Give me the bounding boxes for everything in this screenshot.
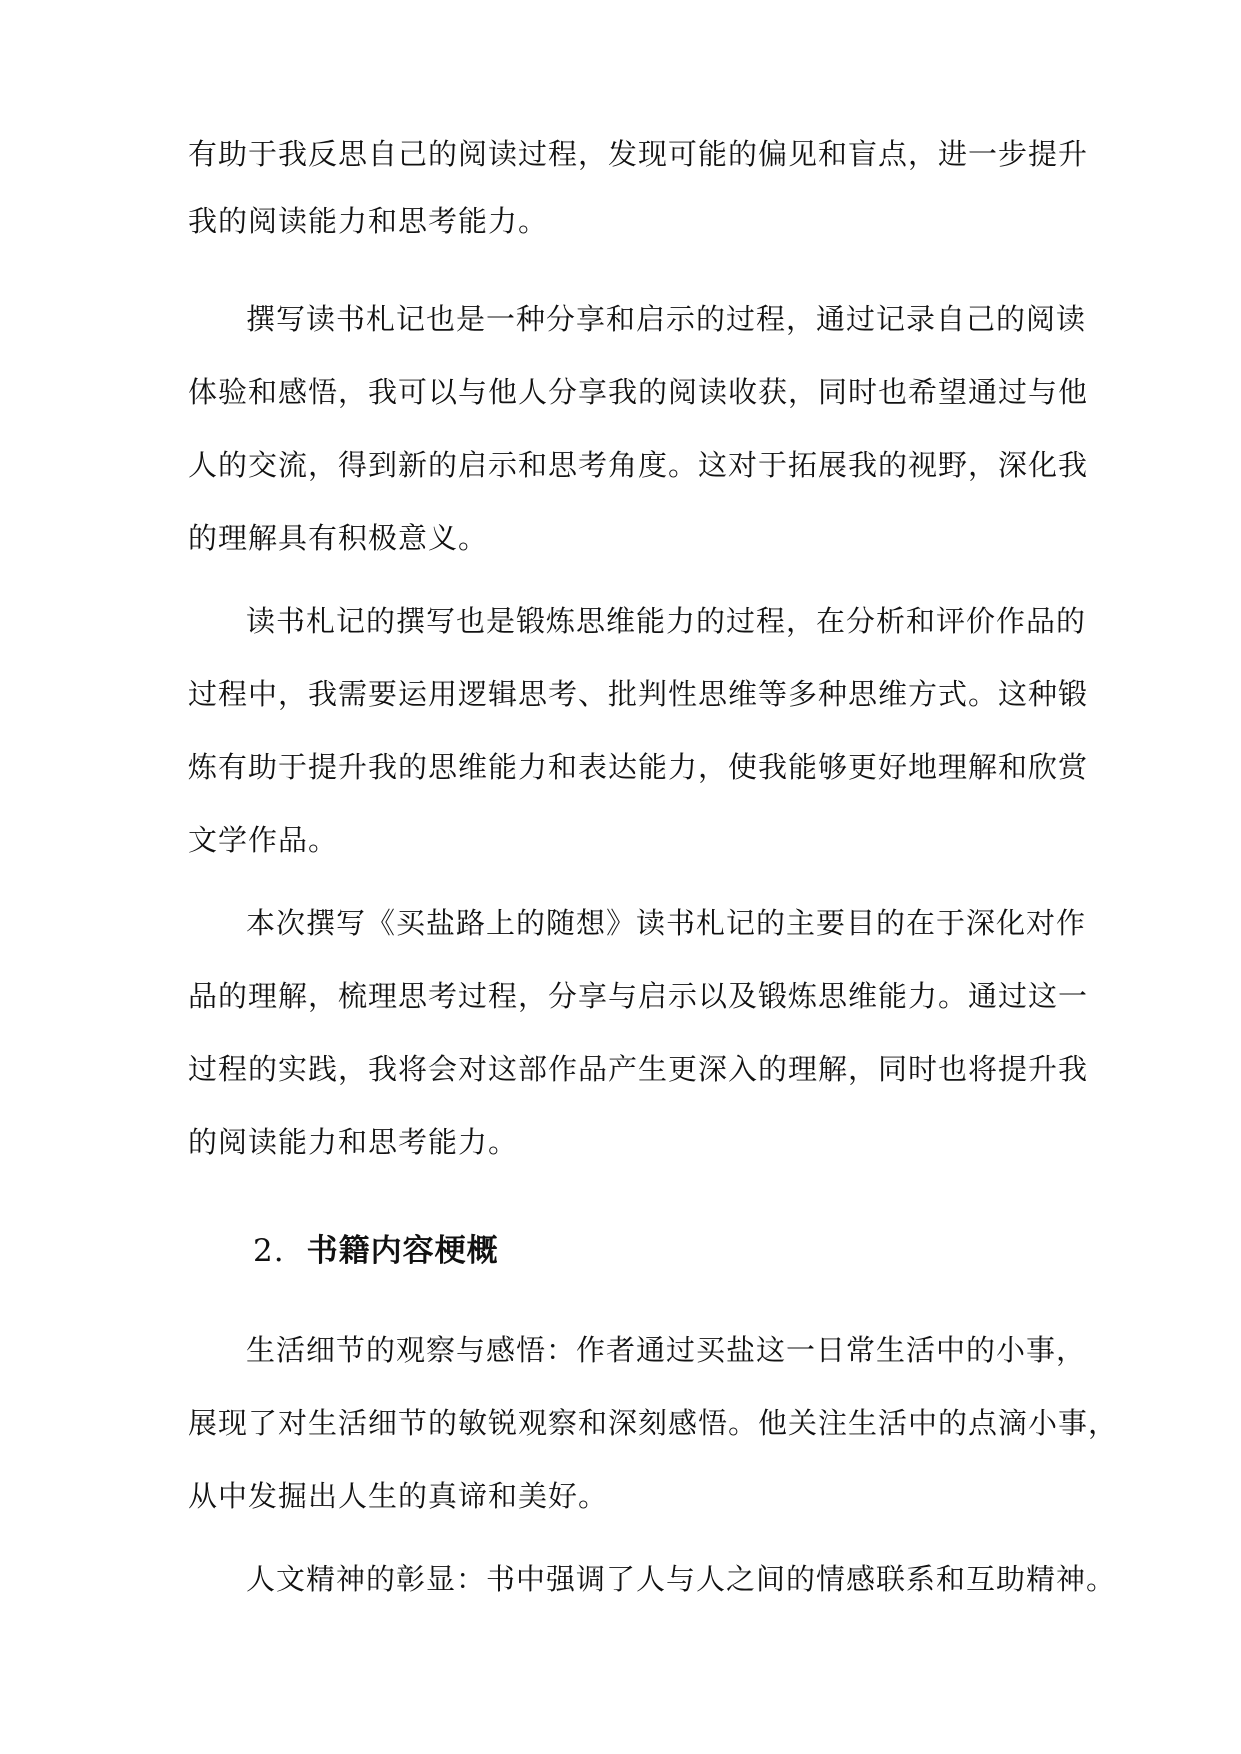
- paragraph-line: 文学作品。: [188, 823, 339, 857]
- paragraph-line: 过程中，我需要运用逻辑思考、批判性思维等多种思维方式。这种锻: [188, 677, 1089, 711]
- paragraph-line: 读书札记的撰写也是锻炼思维能力的过程，在分析和评价作品的: [246, 604, 1087, 638]
- paragraph-line: 的理解具有积极意义。: [188, 521, 489, 555]
- paragraph-line: 过程的实践，我将会对这部作品产生更深入的理解，同时也将提升我: [188, 1052, 1089, 1086]
- paragraph-line: 炼有助于提升我的思维能力和表达能力，使我能够更好地理解和欣赏: [188, 750, 1089, 784]
- paragraph-line: 体验和感悟，我可以与他人分享我的阅读收获，同时也希望通过与他: [188, 375, 1089, 409]
- paragraph-line: 有助于我反思自己的阅读过程，发现可能的偏见和盲点，进一步提升: [188, 137, 1089, 171]
- paragraph-line: 本次撰写《买盐路上的随想》读书札记的主要目的在于深化对作: [246, 906, 1087, 940]
- paragraph-line: 人文精神的彰显：书中强调了人与人之间的情感联系和互助精神。: [246, 1562, 1117, 1596]
- paragraph-line: 从中发掘出人生的真谛和美好。: [188, 1479, 609, 1513]
- section-heading: [253, 1232, 499, 1270]
- paragraph-line: 我的阅读能力和思考能力。: [188, 204, 549, 238]
- section-number: 2.: [253, 1233, 285, 1269]
- paragraph-line: 生活细节的观察与感悟：作者通过买盐这一日常生活中的小事，: [246, 1333, 1087, 1367]
- paragraph-line: 展现了对生活细节的敏锐观察和深刻感悟。他关注生活中的点滴小事，: [188, 1406, 1119, 1440]
- section-title: 书籍内容梗概: [306, 1233, 499, 1269]
- paragraph-line: 人的交流，得到新的启示和思考角度。这对于拓展我的视野，深化我: [188, 448, 1089, 482]
- paragraph-line: 品的理解，梳理思考过程，分享与启示以及锻炼思维能力。通过这一: [188, 979, 1089, 1013]
- paragraph-line: 撰写读书札记也是一种分享和启示的过程，通过记录自己的阅读: [246, 302, 1087, 336]
- paragraph-line: 的阅读能力和思考能力。: [188, 1125, 519, 1159]
